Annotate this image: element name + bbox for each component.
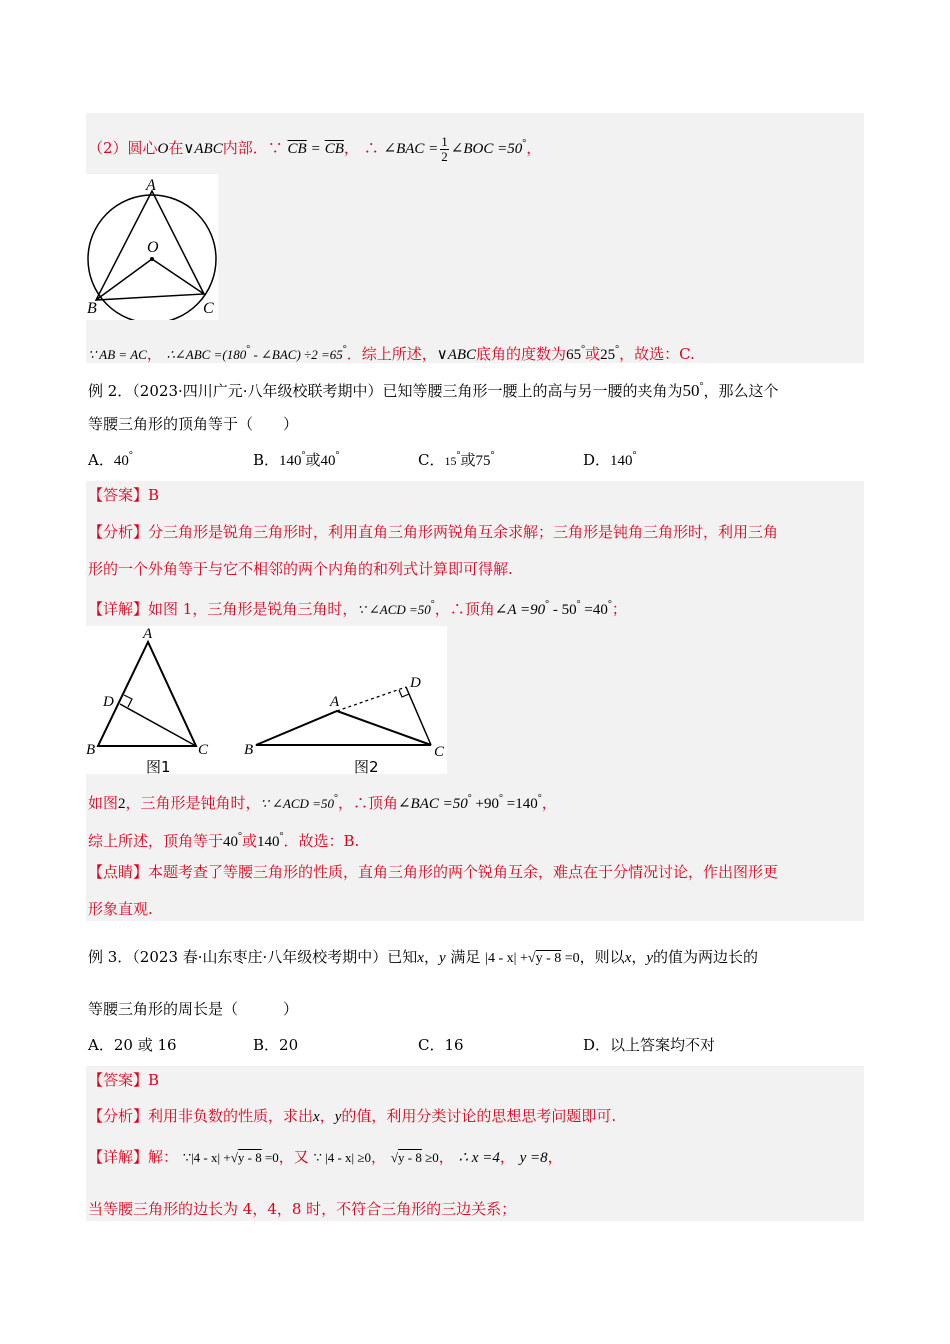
example2-question-line2: 等腰三角形的顶角等于（ ）: [88, 415, 299, 433]
label-b: B: [87, 300, 97, 317]
example2-option-c[interactable]: C．15°或75°: [418, 450, 495, 469]
fig2-label-d: D: [410, 675, 421, 691]
fig2-label-a: A: [330, 694, 340, 710]
label-o: O: [147, 239, 159, 256]
example3-last-line: 当等腰三角形的边长为 4，4，8 时，不符合三角形的三边关系；: [88, 1200, 517, 1218]
fig2-label-b: B: [244, 742, 254, 758]
fig2-label-c: C: [434, 744, 445, 760]
example3-equation: |4 - x| +√y - 8 =0: [485, 951, 580, 966]
example2-option-a[interactable]: A．40°: [88, 450, 133, 469]
example3-option-a[interactable]: A．20 或 16: [88, 1036, 177, 1054]
figure2-triangle: [256, 711, 431, 745]
example2-analysis-line1: 【分析】分三角形是锐角三角形时，利用直角三角形两锐角互余求解；三角形是钝角三角形时，利用三角: [88, 523, 779, 541]
solution-line-2: ∵ AB = AC， ∴∠ABC =(180° - ∠BAC) ÷2 =65°．综上所述，∨ABC底角的度数为65°或25°，故选：C.: [88, 344, 695, 363]
example3-answer: 【答案】B: [88, 1071, 160, 1089]
triangle-figures: [86, 626, 447, 774]
example3-option-c[interactable]: C．16: [418, 1036, 464, 1054]
example2-comment-line1: 【点睛】本题考查了等腰三角形的性质，直角三角形的两个锐角互余，难点在于分情况讨论，作出图形更: [88, 863, 779, 881]
example3-detail: 【详解】解： ∵|4 - x| +√y - 8 =0，又 ∵ |4 - x| ≥0， √y - 8 ≥0， ∴ x =4， y =8，: [88, 1148, 563, 1166]
fig1-label-c: C: [198, 742, 209, 758]
figure1-right-angle-mark: [124, 695, 132, 707]
figure1-caption: 图1: [146, 758, 171, 774]
example3-option-b[interactable]: B．20: [253, 1036, 299, 1054]
circle-triangle-figure: [86, 174, 218, 320]
example2-option-d[interactable]: D．140°: [583, 450, 637, 469]
figure2-extension: [337, 687, 406, 711]
figure1-altitude-cd: [120, 704, 196, 746]
example3-analysis: 【分析】利用非负数的性质，求出x，y的值，利用分类讨论的思想思考问题即可.: [88, 1107, 617, 1125]
segment-oc: [152, 259, 204, 294]
center-point: [150, 257, 154, 261]
segment-ob: [96, 259, 152, 300]
example2-detail-line1: 【详解】如图 1，三角形是锐角三角时，∵ ∠ACD =50°，∴顶角∠A =90° - 50° =40°；: [88, 599, 627, 618]
figure2-caption: 图2: [354, 758, 379, 774]
example3-question-line1: 例 3．（2023 春·山东枣庄·八年级校考期中）已知x，y 满足 |4 - x| +√y - 8 =0，则以x，y的值为两边长的: [88, 948, 759, 966]
fig1-label-d: D: [103, 694, 114, 710]
example2-detail-line2: 如图2，三角形是钝角时，∵ ∠ACD =50°，∴顶角∠BAC =50° +90° =140°，: [88, 793, 557, 812]
example2-answer: 【答案】B: [88, 486, 160, 504]
example2-question-line1: 例 2．（2023·四川广元·八年级校联考期中）已知等腰三角形一腰上的高与另一腰的夹角为50°，那么这个: [88, 381, 779, 400]
fig1-label-b: B: [86, 742, 96, 758]
example3-question-line2: 等腰三角形的周长是（ ）: [88, 1000, 299, 1018]
example2-analysis-line2: 形的一个外角等于与它不相邻的两个内角的和列式计算即可得解.: [88, 560, 513, 578]
example2-summary: 综上所述，顶角等于40°或140°．故选：B.: [88, 831, 360, 850]
label-a: A: [146, 177, 156, 194]
solution-line-1: （2）圆心O在∨ABC内部．∵ $\overline{CB} = \overline{CB}$， ∴ ∠BAC = $\frac{1}{2}$ ∠BOC =50°，: [88, 133, 542, 164]
label-c: C: [203, 300, 214, 317]
example2-comment-line2: 形象直观.: [88, 900, 153, 918]
example2-option-b[interactable]: B．140°或40°: [253, 450, 340, 469]
example3-option-d[interactable]: D．以上答案均不对: [583, 1036, 716, 1054]
fig1-label-a: A: [143, 626, 153, 642]
